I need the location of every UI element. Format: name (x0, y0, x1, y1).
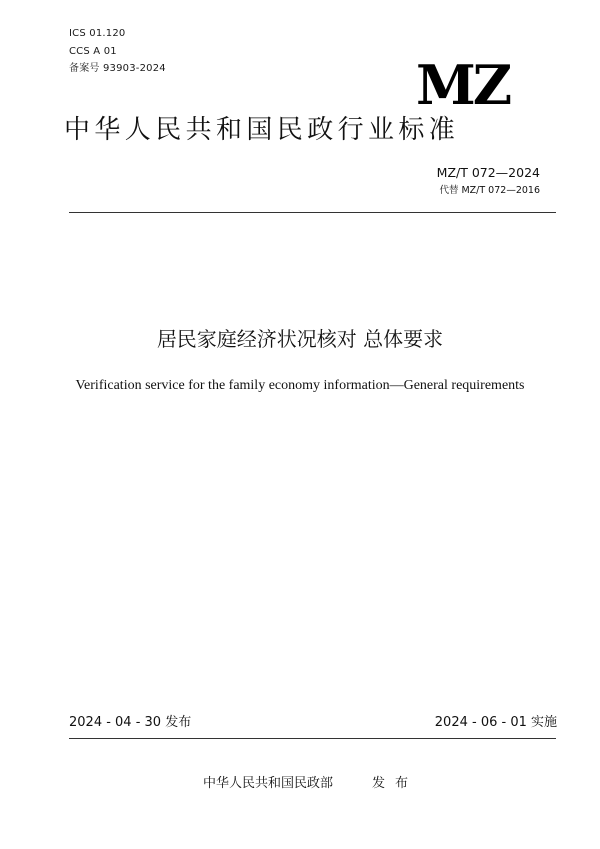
standard-category-title: 中华人民共和国民政行业标准 (64, 115, 460, 145)
implementation-date: 2024 - 06 - 01 实施 (434, 715, 557, 730)
standard-number: MZ/T 072—2024 (436, 165, 540, 180)
document-title-chinese: 居民家庭经济状况核对 总体要求 (156, 327, 444, 351)
filing-number: 备案号 93903-2024 (69, 63, 166, 74)
top-divider (69, 212, 556, 213)
ccs-code: CCS A 01 (69, 46, 117, 57)
bottom-divider (69, 738, 556, 739)
issuing-authority: 中华人民共和国民政部 (203, 776, 334, 791)
issue-date: 2024 - 04 - 30 发布 (69, 715, 192, 730)
document-title-english: Verification service for the family economy information—General requirements (75, 378, 525, 393)
ics-code: ICS 01.120 (69, 28, 126, 39)
mz-logo: MZ (416, 53, 510, 117)
publish-label: 发布 (372, 776, 419, 791)
replaces-standard: 代替 MZ/T 072—2016 (439, 185, 540, 196)
